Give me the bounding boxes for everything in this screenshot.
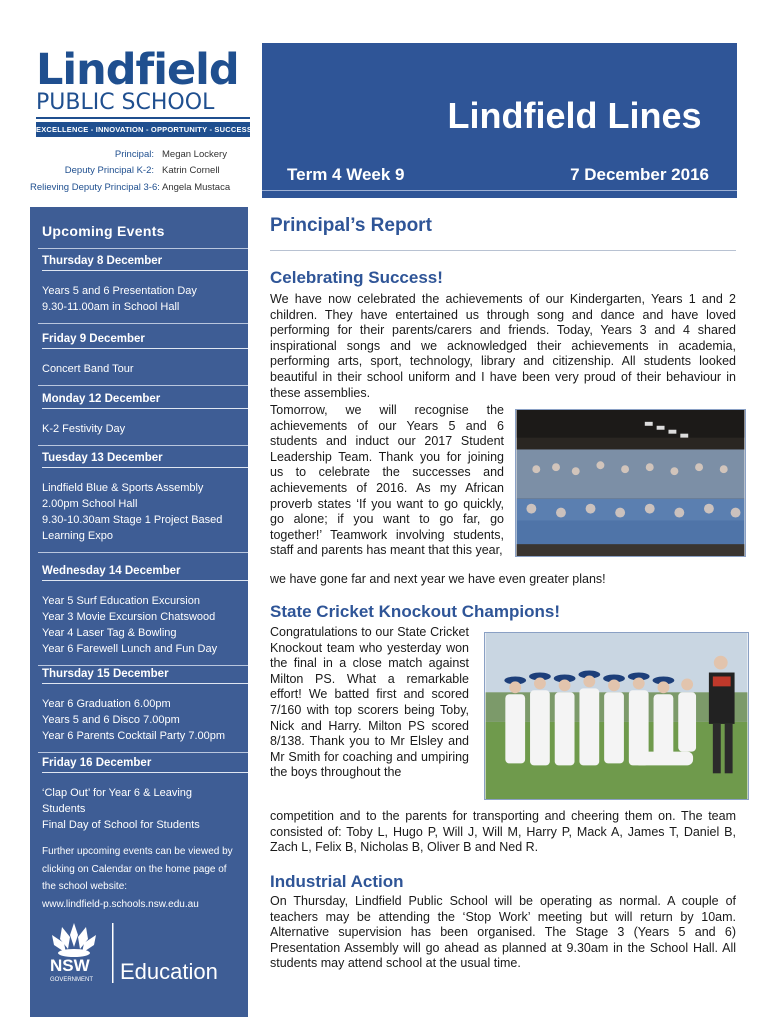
event-day: Thursday 8 December — [42, 255, 248, 271]
event-group — [42, 757, 248, 833]
assembly-photo — [515, 409, 746, 557]
calendar-note-text: Further upcoming events can be viewed by clicking on Calendar on the home page of the school website: — [42, 846, 233, 892]
staff-row — [30, 163, 230, 180]
staff-list — [30, 146, 230, 196]
staff-name: Angela Mustaca — [162, 181, 231, 193]
event-line: Year 5 Surf Education Excursion — [42, 595, 200, 607]
staff-role: Relieving Deputy Principal 3-6: — [30, 181, 160, 193]
event-line: Learning Expo — [42, 530, 113, 542]
staff-name: Katrin Cornell — [162, 165, 220, 177]
event-line: 9.30-10.30am Stage 1 Project Based — [42, 514, 223, 526]
celebrating-heading: Celebrating Success! — [270, 268, 443, 287]
report-divider — [270, 250, 736, 251]
event-line: 9.30-11.00am in School Hall — [42, 301, 180, 313]
issue-date: 7 December 2016 — [570, 165, 709, 184]
event-line: Concert Band Tour — [42, 363, 134, 375]
staff-role: Deputy Principal K-2: — [64, 165, 154, 177]
education-text: Education — [120, 959, 218, 984]
logo-subtitle: PUBLIC SCHOOL — [36, 90, 215, 115]
event-line: Students — [42, 803, 86, 815]
school-website-link[interactable]: www.lindfield-p.schools.nsw.edu.au — [42, 898, 199, 910]
event-day: Thursday 15 December — [42, 668, 248, 684]
event-line: K-2 Festivity Day — [42, 423, 126, 435]
cricket-para-end: competition and to the parents for transporting and cheering them on. The team consisted of: Toby L, Hugo P, Will J, Will M, Harry P, Mack A, James T, Daniel B, Zach L, Felix B, Nicholas B, Oliver B and Ned R. — [270, 809, 736, 855]
staff-name: Megan Lockery — [162, 148, 227, 160]
event-group — [42, 668, 248, 753]
event-divider — [38, 323, 248, 324]
upcoming-events-sidebar — [30, 207, 248, 1017]
event-line: Year 3 Movie Excursion Chatswood — [42, 611, 216, 623]
event-line: Year 4 Laser Tag & Bowling — [42, 627, 177, 639]
logo-divider — [36, 117, 250, 119]
cricket-para: Congratulations to our State Cricket Knockout team who yesterday won the final in a close match against Milton PS. What a remarkable effort! We batted first and scored 7/160 with top scorers being Toby, Nick and Harry. Milton PS scored 8/138. Thank you to Mr Elsley and Mr Smith for coaching and umpiring the boys throughout the — [270, 625, 469, 780]
staff-row — [30, 179, 230, 196]
header-divider — [262, 190, 737, 191]
nsw-education-logo — [44, 917, 244, 987]
event-line: Year 6 Graduation 6.00pm — [42, 698, 171, 710]
cricket-team-photo — [484, 632, 749, 800]
event-day: Monday 12 December — [42, 393, 248, 409]
event-day: Friday 9 December — [42, 333, 248, 349]
event-day: Friday 16 December — [42, 757, 248, 773]
logo-motto: EXCELLENCE - INNOVATION - OPPORTUNITY - SUCCESS — [36, 122, 250, 137]
government-text: GOVERNMENT — [50, 977, 94, 983]
waratah-icon — [52, 923, 96, 957]
event-line: Year 6 Farewell Lunch and Fun Day — [42, 643, 218, 655]
event-group — [42, 393, 248, 446]
event-group — [42, 452, 248, 553]
industrial-heading: Industrial Action — [270, 872, 404, 891]
event-line: Years 5 and 6 Presentation Day — [42, 285, 197, 297]
staff-row — [30, 146, 230, 163]
event-day: Wednesday 14 December — [42, 565, 248, 581]
logo-name: Lindfield — [36, 45, 239, 95]
event-day: Tuesday 13 December — [42, 452, 248, 468]
celebrating-para1: We have now celebrated the achievements of our Kindergarten, Years 1 and 2 children. They have entertained us through song and dance and have loved performing for their parents/carers and friends. Today, Years 3 and 4 shared inspirational songs and we acknowledged their achievements in academia, performing arts, sport, technology, library and citizenship. All students looked beautiful in their school uniform and I have been very proud of their behaviour in these assemblies. — [270, 292, 736, 400]
event-divider — [38, 752, 248, 753]
event-divider — [38, 385, 248, 386]
celebrating-para2: Tomorrow, we will recognise the achievements of our Years 5 and 6 students and induct our 2017 Student Leadership Team. Thank you for joining us to celebrate the successes and achievements of 2016. As my African proverb states ‘If you want to go quickly, go alone; if you want to go far, go together!’ Teamwork involving students, staff and parents has meant that this year, — [270, 403, 504, 558]
sidebar-title: Upcoming Events — [42, 223, 165, 239]
event-line: Lindfield Blue & Sports Assembly — [42, 482, 204, 494]
calendar-note — [42, 843, 240, 913]
celebrating-para2-end: we have gone far and next year we have even greater plans! — [270, 572, 606, 586]
event-divider — [38, 552, 248, 553]
event-group — [42, 255, 248, 324]
industrial-para: On Thursday, Lindfield Public School will be operating as normal. A couple of teachers may be attending the ‘Stop Work’ meeting but will return by 10am. Alternative supervision has been organised. The Stage 3 (Years 5 and 6) Presentation Assembly will go ahead as planned at 9.30am in the School Hall. All students may attend school at the usual time. — [270, 894, 736, 971]
newsletter-header — [262, 43, 737, 198]
event-divider — [38, 665, 248, 666]
newsletter-title: Lindfield Lines — [447, 95, 702, 136]
school-logo — [36, 45, 253, 137]
sidebar-divider — [38, 248, 248, 249]
event-line: Year 6 Parents Cocktail Party 7.00pm — [42, 730, 226, 742]
event-group — [42, 565, 248, 666]
cricket-heading: State Cricket Knockout Champions! — [270, 602, 560, 621]
event-group — [42, 333, 248, 386]
event-line: 2.00pm School Hall — [42, 498, 138, 510]
event-divider — [38, 445, 248, 446]
nsw-text: NSW — [50, 956, 90, 975]
principals-report-heading: Principal’s Report — [270, 215, 432, 236]
term-label: Term 4 Week 9 — [287, 165, 405, 184]
event-line: Final Day of School for Students — [42, 819, 200, 831]
event-line: ‘Clap Out’ for Year 6 & Leaving — [42, 787, 193, 799]
event-line: Years 5 and 6 Disco 7.00pm — [42, 714, 180, 726]
staff-role: Principal: — [114, 148, 154, 160]
